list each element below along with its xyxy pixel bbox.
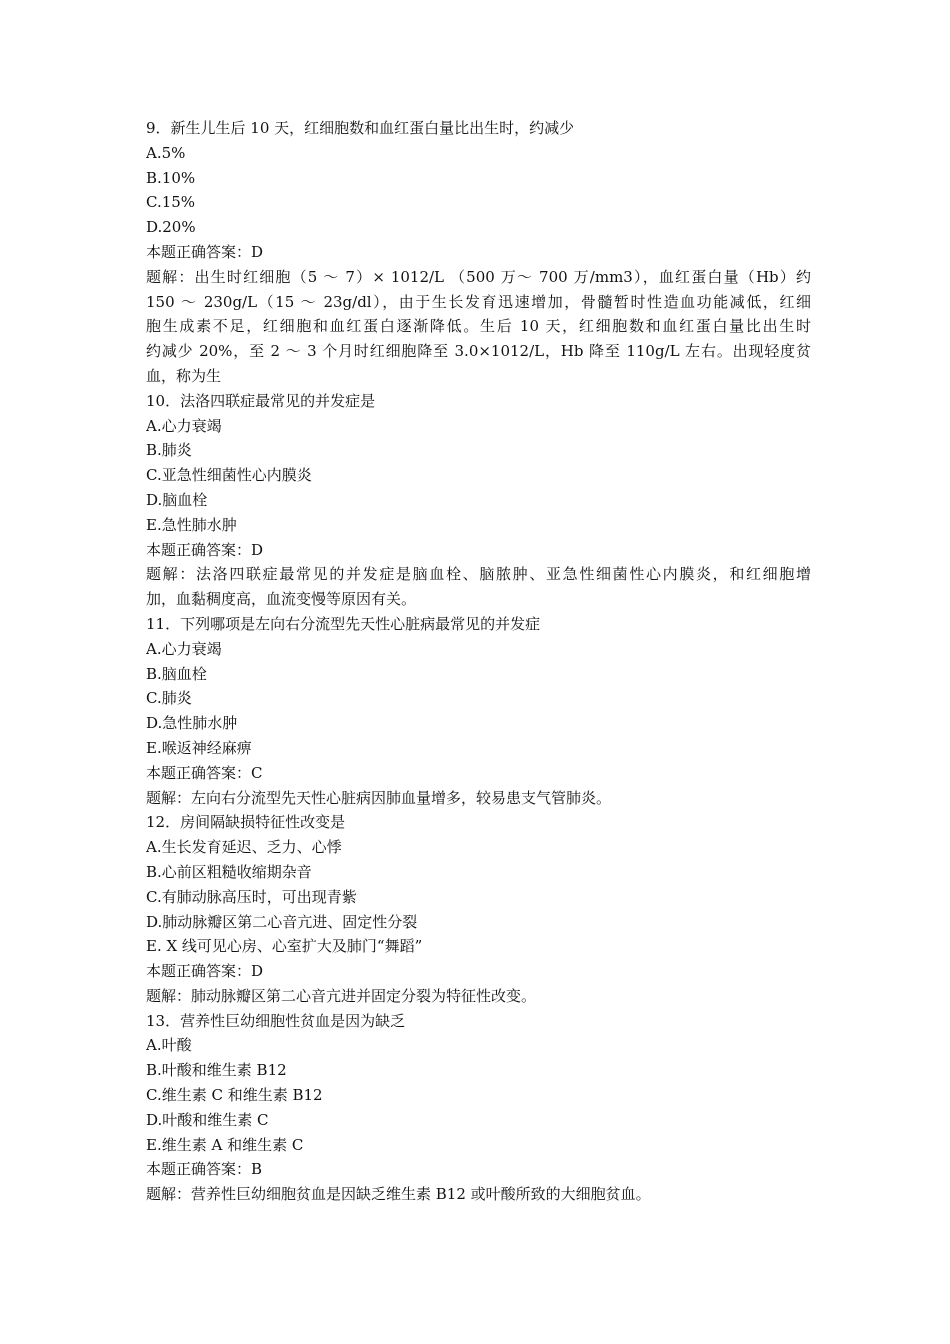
option-e: E. X 线可见心房、心室扩大及肺门“舞蹈” [146, 937, 423, 956]
question-stem: 9．新生儿生后 10 天，红细胞数和血红蛋白量比出生时，约减少 [146, 119, 575, 137]
option-b: B.脑血栓 [146, 664, 207, 683]
explanation-line: 题解：肺动脉瓣区第二心音亢进并固定分裂为特征性改变。 [146, 986, 537, 1005]
option-b: B.心前区粗糙收缩期杂音 [146, 862, 312, 881]
explanation-line: 题解：营养性巨幼细胞贫血是因缺乏维生素 B12 或叶酸所致的大细胞贫血。 [146, 1185, 651, 1204]
option-e: E.喉返神经麻痹 [146, 738, 252, 757]
question-stem: 10．法洛四联症最常见的并发症是 [146, 391, 376, 410]
question-stem: 12．房间隔缺损特征性改变是 [146, 813, 346, 832]
question-stem: 11．下列哪项是左向右分流型先天性心脏病最常见的并发症 [146, 614, 541, 633]
answer-line: 本题正确答案：C [146, 763, 263, 782]
option-c: C.维生素 C 和维生素 B12 [146, 1086, 323, 1105]
option-d: D.叶酸和维生素 C [146, 1110, 269, 1129]
explanation-line: 约减少 20%，至 2 ～ 3 个月时红细胞降至 3.0×1012/L，Hb 降至 110g/L 左右。出现轻度贫 [146, 342, 811, 361]
explanation-line: 加，血黏稠度高，血流变慢等原因有关。 [146, 590, 417, 609]
answer-line: 本题正确答案：D [146, 540, 264, 559]
question-11 [146, 612, 811, 810]
explanation-line: 题解：左向右分流型先天性心脏病因肺血量增多，较易患支气管肺炎。 [146, 788, 612, 807]
answer-line: 本题正确答案：D [146, 242, 264, 261]
option-c: C.15% [146, 193, 196, 212]
option-d: D.20% [146, 218, 196, 237]
document-page [146, 116, 811, 1207]
explanation-line: 题解：出生时红细胞（5 ～ 7）× 1012/L （500 万～ 700 万/mm3），血红蛋白量（Hb）约 [146, 267, 811, 286]
option-a: A.生长发育延迟、乏力、心悸 [146, 838, 342, 857]
option-e: E.维生素 A 和维生素 C [146, 1135, 304, 1154]
explanation-line: 血，称为生 [146, 366, 222, 385]
option-a: A.心力衰竭 [146, 639, 222, 658]
question-10 [146, 389, 811, 612]
option-b: B.10% [146, 168, 196, 187]
question-13 [146, 1009, 811, 1207]
option-a: A.叶酸 [146, 1036, 192, 1055]
option-b: B.叶酸和维生素 B12 [146, 1061, 287, 1080]
option-d: D.急性肺水肿 [146, 714, 238, 733]
question-stem: 13．营养性巨幼细胞性贫血是因为缺乏 [146, 1011, 406, 1030]
option-e: E.急性肺水肿 [146, 515, 237, 534]
option-c: C.有肺动脉高压时，可出现青紫 [146, 887, 357, 906]
explanation-line: 题解：法洛四联症最常见的并发症是脑血栓、脑脓肿、亚急性细菌性心内膜炎，和红细胞增 [146, 565, 811, 584]
option-d: D.脑血栓 [146, 490, 208, 509]
option-b: B.肺炎 [146, 441, 192, 460]
question-12 [146, 810, 811, 1008]
option-a: A.心力衰竭 [146, 416, 222, 435]
explanation-line: 胞生成素不足，红细胞和血红蛋白逐渐降低。生后 10 天，红细胞数和血红蛋白量比出生时 [146, 317, 811, 336]
option-d: D.肺动脉瓣区第二心音亢进、固定性分裂 [146, 912, 418, 931]
option-c: C.肺炎 [146, 689, 192, 708]
answer-line: 本题正确答案：D [146, 962, 264, 981]
answer-line: 本题正确答案：B [146, 1160, 263, 1179]
option-c: C.亚急性细菌性心内膜炎 [146, 466, 312, 485]
question-9 [146, 116, 811, 389]
option-a: A.5% [146, 143, 186, 162]
explanation-line: 150 ～ 230g/L（15 ～ 23g/dl），由于生长发育迅速增加，骨髓暂时性造血功能减低，红细 [146, 292, 811, 311]
